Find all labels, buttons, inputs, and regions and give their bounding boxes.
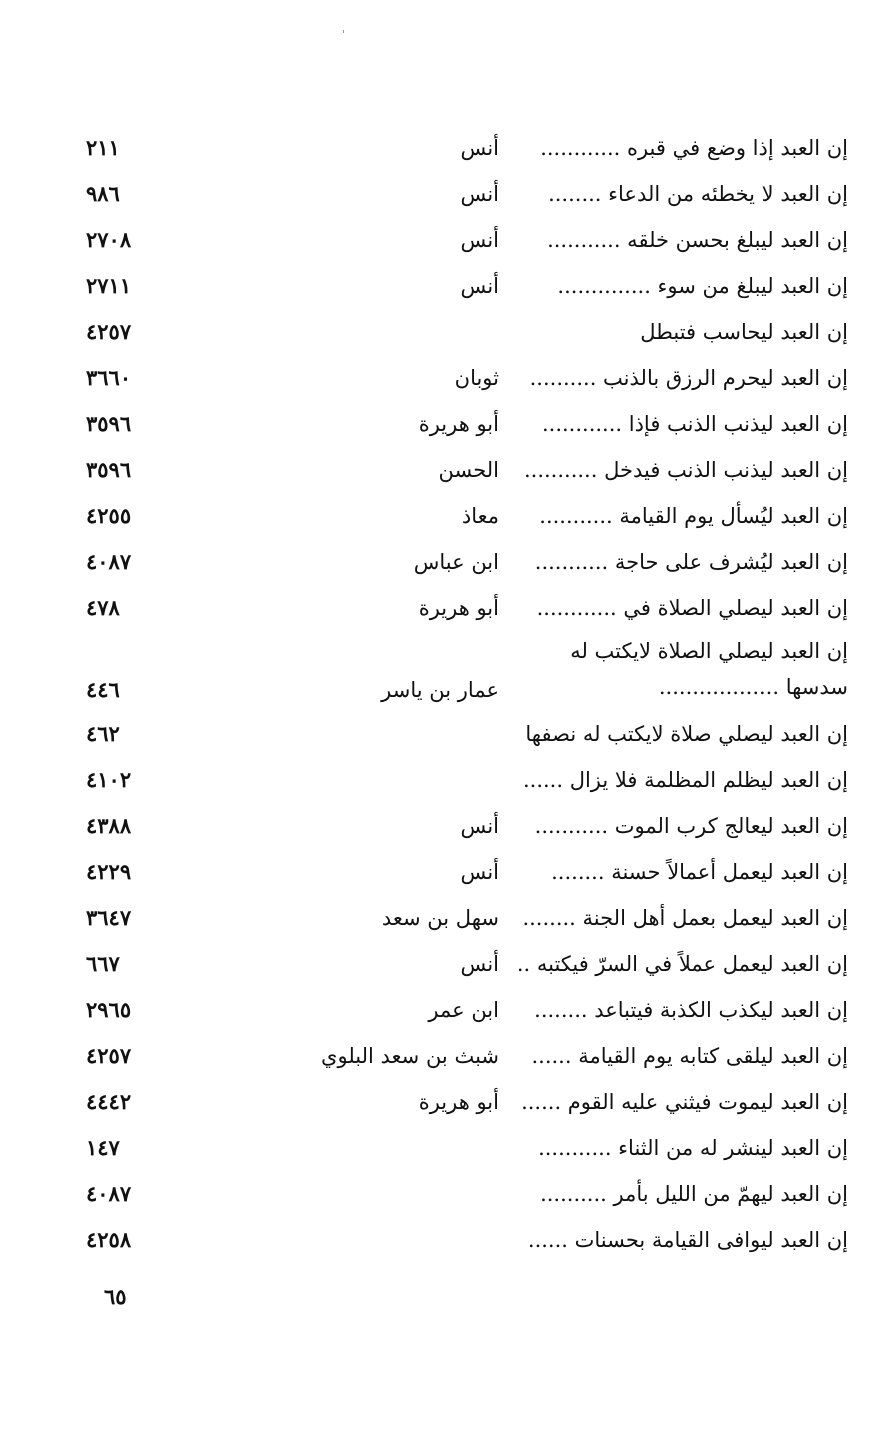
hadith-number: ٤٣٨٨	[86, 813, 132, 838]
list-item	[0, 401, 891, 447]
hadith-number: ٣٥٩٦	[86, 457, 132, 482]
list-item	[0, 263, 891, 309]
hadith-text: إن العبد لينشر له من الثناء ...........	[538, 1136, 848, 1160]
top-mark	[343, 30, 344, 33]
hadith-text: إن العبد ليعمل أعمالاً حسنة ........	[551, 860, 848, 884]
hadith-text: إن العبد ليبلغ من سوء ..............	[557, 274, 848, 298]
hadith-text: إن العبد ليذنب الذنب فيدخل ...........	[523, 458, 848, 482]
list-item	[0, 217, 891, 263]
hadith-index-list	[0, 125, 891, 1263]
hadith-number: ٤٦٢	[86, 721, 120, 746]
list-item	[0, 447, 891, 493]
hadith-number: ٩٨٦	[86, 181, 120, 206]
hadith-text: إن العبد ليموت فيثني عليه القوم ......	[521, 1090, 848, 1114]
list-item	[0, 171, 891, 217]
hadith-number: ٣٥٩٦	[86, 411, 132, 436]
list-item	[0, 309, 891, 355]
hadith-number: ٤٢٢٩	[86, 859, 132, 884]
narrator-name: شبث بن سعد البلوي	[321, 1044, 499, 1068]
narrator-name: أبو هريرة	[418, 1090, 499, 1114]
list-item	[0, 1125, 891, 1171]
list-item	[0, 631, 891, 711]
hadith-text: إن العبد ليصلي صلاة لايكتب له نصفها	[525, 722, 848, 746]
list-item	[0, 803, 891, 849]
hadith-text: إن العبد ليبلغ بحسن خلقه ...........	[547, 228, 848, 252]
narrator-name: أبو هريرة	[418, 412, 499, 436]
list-item	[0, 1217, 891, 1263]
hadith-number: ٤٤٤٢	[86, 1089, 132, 1114]
hadith-number: ٤٧٨	[86, 595, 120, 620]
narrator-name: سهل بن سعد	[381, 906, 499, 930]
list-item	[0, 941, 891, 987]
hadith-number: ٤٤٦	[86, 677, 120, 702]
hadith-number: ٤٢٥٧	[86, 319, 132, 344]
hadith-text: إن العبد ليكذب الكذبة فيتباعد ........	[534, 998, 848, 1022]
narrator-name: أنس	[460, 814, 499, 838]
hadith-text: إن العبد ليهمّ من الليل بأمر ..........	[540, 1182, 848, 1206]
hadith-text: إن العبد إذا وضع في قبره ............	[540, 136, 848, 160]
narrator-name: أنس	[460, 860, 499, 884]
narrator-name: ابن عباس	[413, 550, 499, 574]
hadith-number: ٢١١	[86, 135, 120, 160]
list-item	[0, 539, 891, 585]
hadith-text: إن العبد ليوافى القيامة بحسنات ......	[527, 1228, 848, 1252]
list-item	[0, 757, 891, 803]
hadith-number: ٣٦٤٧	[86, 905, 132, 930]
narrator-name: ابن عمر	[428, 998, 499, 1022]
hadith-text: إن العبد لا يخطئه من الدعاء ........	[548, 182, 848, 206]
hadith-text: إن العبد ليعمل عملاً في السرّ فيكتبه ..	[516, 952, 848, 976]
hadith-text: إن العبد ليصلي الصلاة لايكتب له سدسها ..................	[570, 639, 848, 699]
list-item	[0, 1033, 891, 1079]
list-item	[0, 895, 891, 941]
hadith-text: إن العبد ليحرم الرزق بالذنب ..........	[529, 366, 848, 390]
list-item	[0, 1079, 891, 1125]
hadith-text: إن العبد ليلقى كتابه يوم القيامة ......	[531, 1044, 848, 1068]
hadith-text: إن العبد ليحاسب فتبطل	[640, 320, 848, 344]
narrator-name: أنس	[460, 274, 499, 298]
hadith-text: إن العبد ليُشرف على حاجة ...........	[534, 550, 848, 574]
narrator-name: أنس	[460, 136, 499, 160]
list-item	[0, 711, 891, 757]
hadith-number: ٤٢٥٨	[86, 1227, 132, 1252]
narrator-name: معاذ	[461, 504, 499, 528]
hadith-text: إن العبد ليصلي الصلاة في ............	[536, 596, 848, 620]
list-item	[0, 849, 891, 895]
page-number: ٦٥	[104, 1284, 127, 1309]
hadith-text: إن العبد ليعمل بعمل أهل الجنة ........	[522, 906, 848, 930]
hadith-text: إن العبد ليعالج كرب الموت ...........	[534, 814, 848, 838]
hadith-text: إن العبد ليذنب الذنب فإذا ............	[541, 412, 848, 436]
hadith-number: ٤١٠٢	[86, 767, 132, 792]
narrator-name: أنس	[460, 228, 499, 252]
narrator-name: ثوبان	[454, 366, 499, 390]
narrator-name: أنس	[460, 182, 499, 206]
hadith-number: ٣٦٦٠	[86, 365, 132, 390]
hadith-number: ٢٧٠٨	[86, 227, 132, 252]
list-item	[0, 493, 891, 539]
list-item	[0, 585, 891, 631]
hadith-number: ٢٧١١	[86, 273, 132, 298]
hadith-text: إن العبد ليُسأل يوم القيامة ...........	[539, 504, 848, 528]
list-item	[0, 987, 891, 1033]
hadith-number: ١٤٧	[86, 1135, 120, 1160]
hadith-number: ٦٦٧	[86, 951, 120, 976]
narrator-name: أبو هريرة	[418, 596, 499, 620]
narrator-name: أنس	[460, 952, 499, 976]
narrator-name: عمار بن ياسر	[381, 678, 499, 702]
hadith-number: ٤٠٨٧	[86, 549, 132, 574]
list-item	[0, 125, 891, 171]
hadith-text: إن العبد ليظلم المظلمة فلا يزال ......	[522, 768, 848, 792]
hadith-number: ٤٠٨٧	[86, 1181, 132, 1206]
hadith-number: ٤٢٥٥	[86, 503, 132, 528]
hadith-number: ٤٢٥٧	[86, 1043, 132, 1068]
narrator-name: الحسن	[438, 458, 499, 482]
list-item	[0, 1171, 891, 1217]
list-item	[0, 355, 891, 401]
hadith-number: ٢٩٦٥	[86, 997, 132, 1022]
